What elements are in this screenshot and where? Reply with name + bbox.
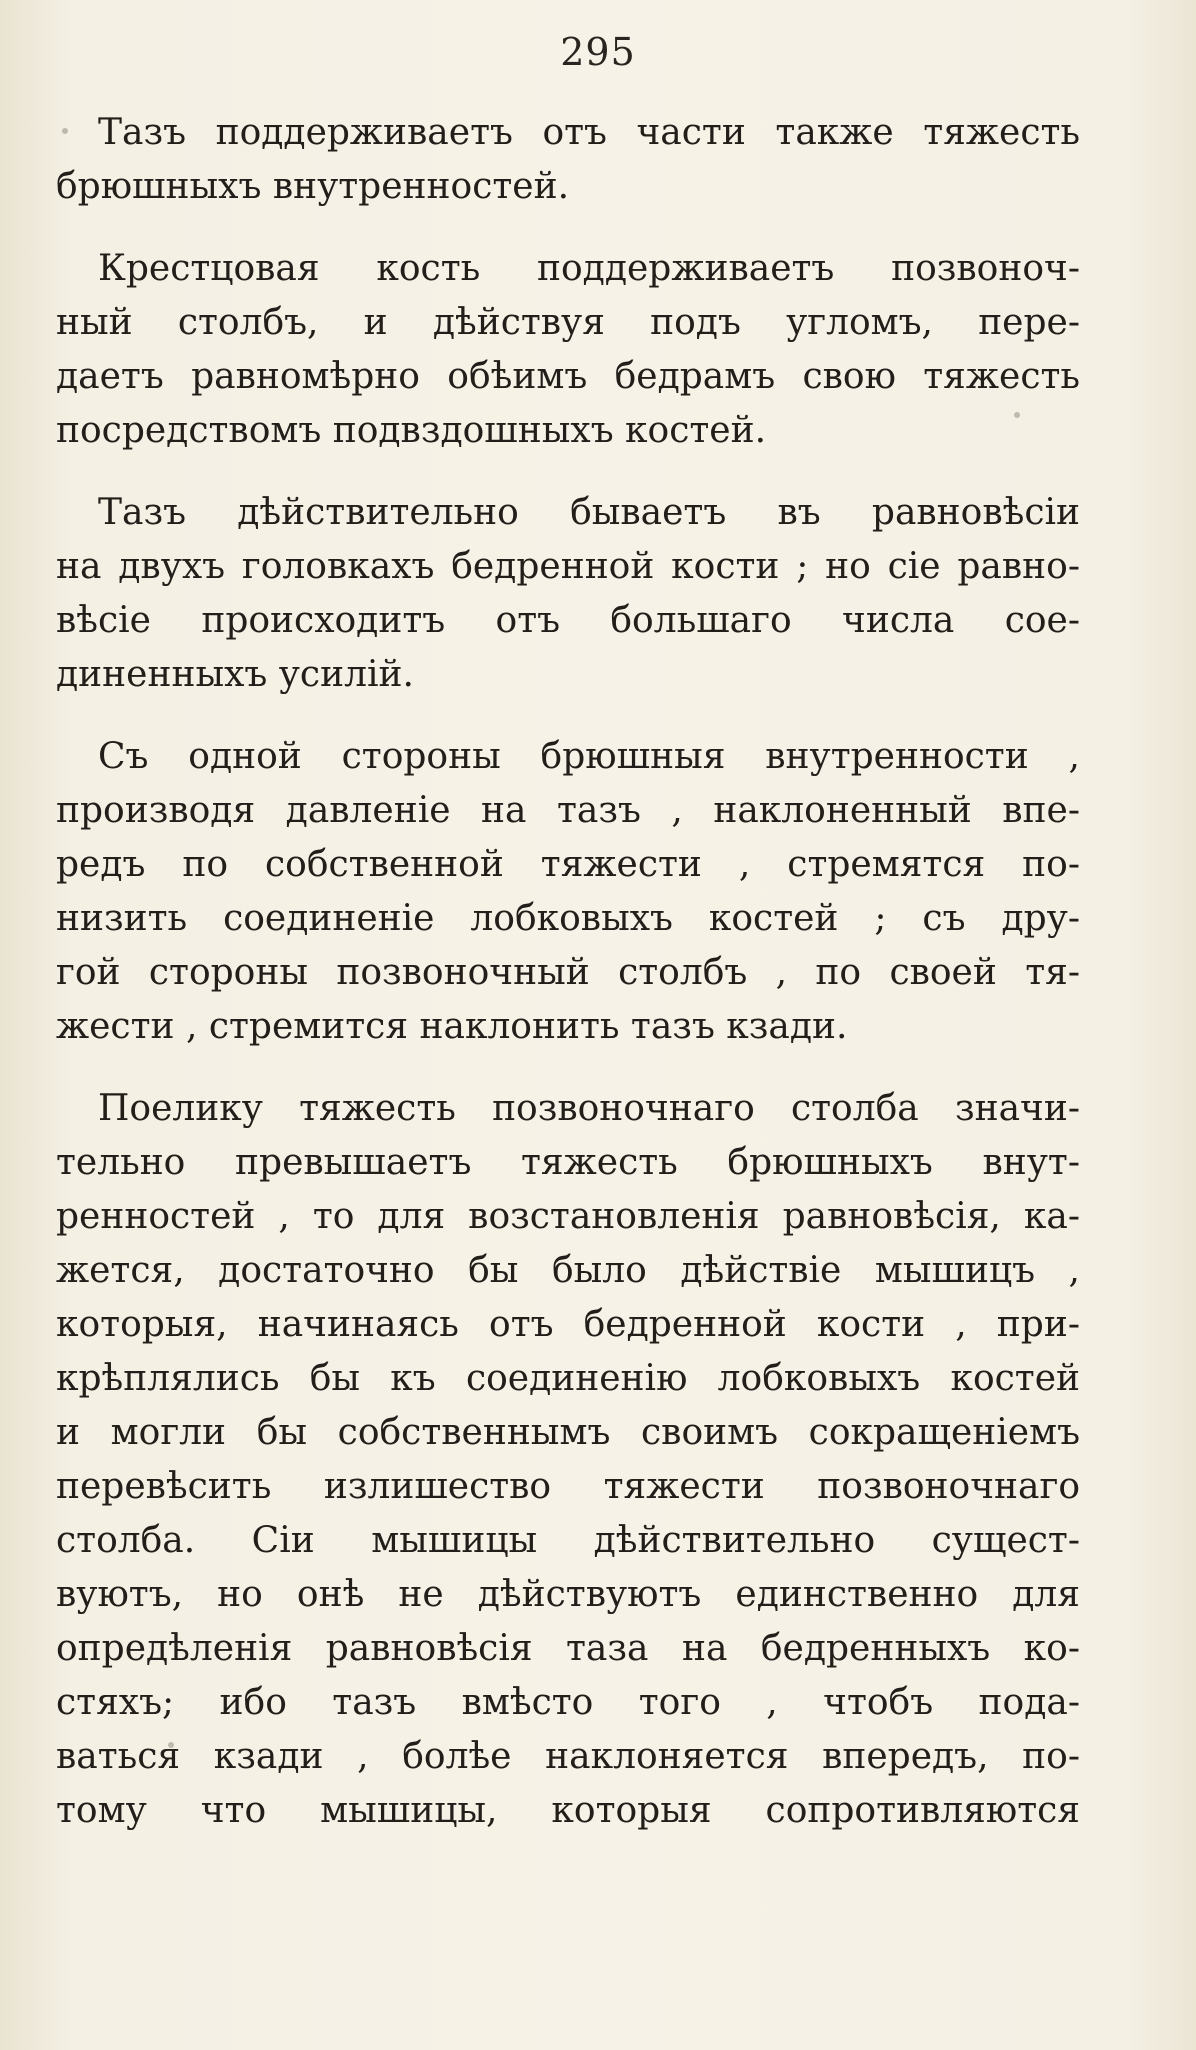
text-line: ваться кзади , болѣе наклоняется впередъ, по-: [56, 1736, 1080, 1777]
text-line: на двухъ головкахъ бедренной кости ; но сіе равно-: [56, 546, 1080, 587]
text-line: крѣплялись бы къ соединенію лобковыхъ костей: [56, 1358, 1080, 1399]
text-line: которыя, начинаясь отъ бедренной кости , при-: [56, 1304, 1080, 1345]
text-line: Тазъ дѣйствительно бываетъ въ равновѣсіи: [98, 492, 1080, 533]
text-line: стяхъ; ибо тазъ вмѣсто того , чтобъ пода-: [56, 1682, 1080, 1723]
text-line: и могли бы собственнымъ своимъ сокращеніемъ: [56, 1412, 1080, 1453]
text-line: производя давленіе на тазъ , наклоненный впе-: [56, 790, 1080, 831]
text-line: Крестцовая кость поддерживаетъ позвоноч-: [98, 248, 1080, 289]
text-line: жется, достаточно бы было дѣйствіе мышицъ ,: [56, 1250, 1080, 1291]
text-line: диненныхъ усилій.: [56, 654, 414, 695]
page-number: 295: [560, 30, 636, 74]
text-line: посредствомъ подвздошныхъ костей.: [56, 410, 767, 451]
text-line: опредѣленія равновѣсія таза на бедренныхъ ко-: [56, 1628, 1080, 1669]
text-line: редъ по собственной тяжести , стремятся по-: [56, 844, 1080, 885]
text-line: брюшныхъ внутренностей.: [56, 166, 570, 207]
text-line: вуютъ, но онѣ не дѣйствуютъ единственно для: [56, 1574, 1080, 1615]
text-line: гой стороны позвоночный столбъ , по своей тя-: [56, 952, 1080, 993]
paragraph: [56, 730, 1080, 1054]
text-line: жести , стремится наклонить тазъ кзади.: [56, 1006, 848, 1047]
paragraph: [56, 106, 1080, 214]
body-text: [56, 106, 1080, 1838]
text-line: столба. Сіи мышицы дѣйствительно сущест-: [56, 1520, 1080, 1561]
text-line: тому что мышицы, которыя сопротивляются: [56, 1790, 1080, 1831]
paragraph: [56, 486, 1080, 702]
text-line: даетъ равномѣрно обѣимъ бедрамъ свою тяжесть: [56, 356, 1080, 397]
text-line: ренностей , то для возстановленія равновѣсія, ка-: [56, 1196, 1080, 1237]
text-line: тельно превышаетъ тяжесть брюшныхъ внут-: [56, 1142, 1080, 1183]
paragraph: [56, 242, 1080, 458]
text-line: Тазъ поддерживаетъ отъ части также тяжесть: [98, 112, 1080, 153]
text-line: Съ одной стороны брюшныя внутренности ,: [98, 736, 1080, 777]
text-line: вѣсіе происходитъ отъ большаго числа сое-: [56, 600, 1080, 641]
text-line: перевѣсить излишество тяжести позвоночнаго: [56, 1466, 1080, 1507]
paragraph: [56, 1082, 1080, 1838]
text-line: ный столбъ, и дѣйствуя подъ угломъ, пере-: [56, 302, 1080, 343]
text-line: Поелику тяжесть позвоночнаго столба значи-: [98, 1088, 1080, 1129]
text-line: низить соединеніе лобковыхъ костей ; съ дру-: [56, 898, 1080, 939]
